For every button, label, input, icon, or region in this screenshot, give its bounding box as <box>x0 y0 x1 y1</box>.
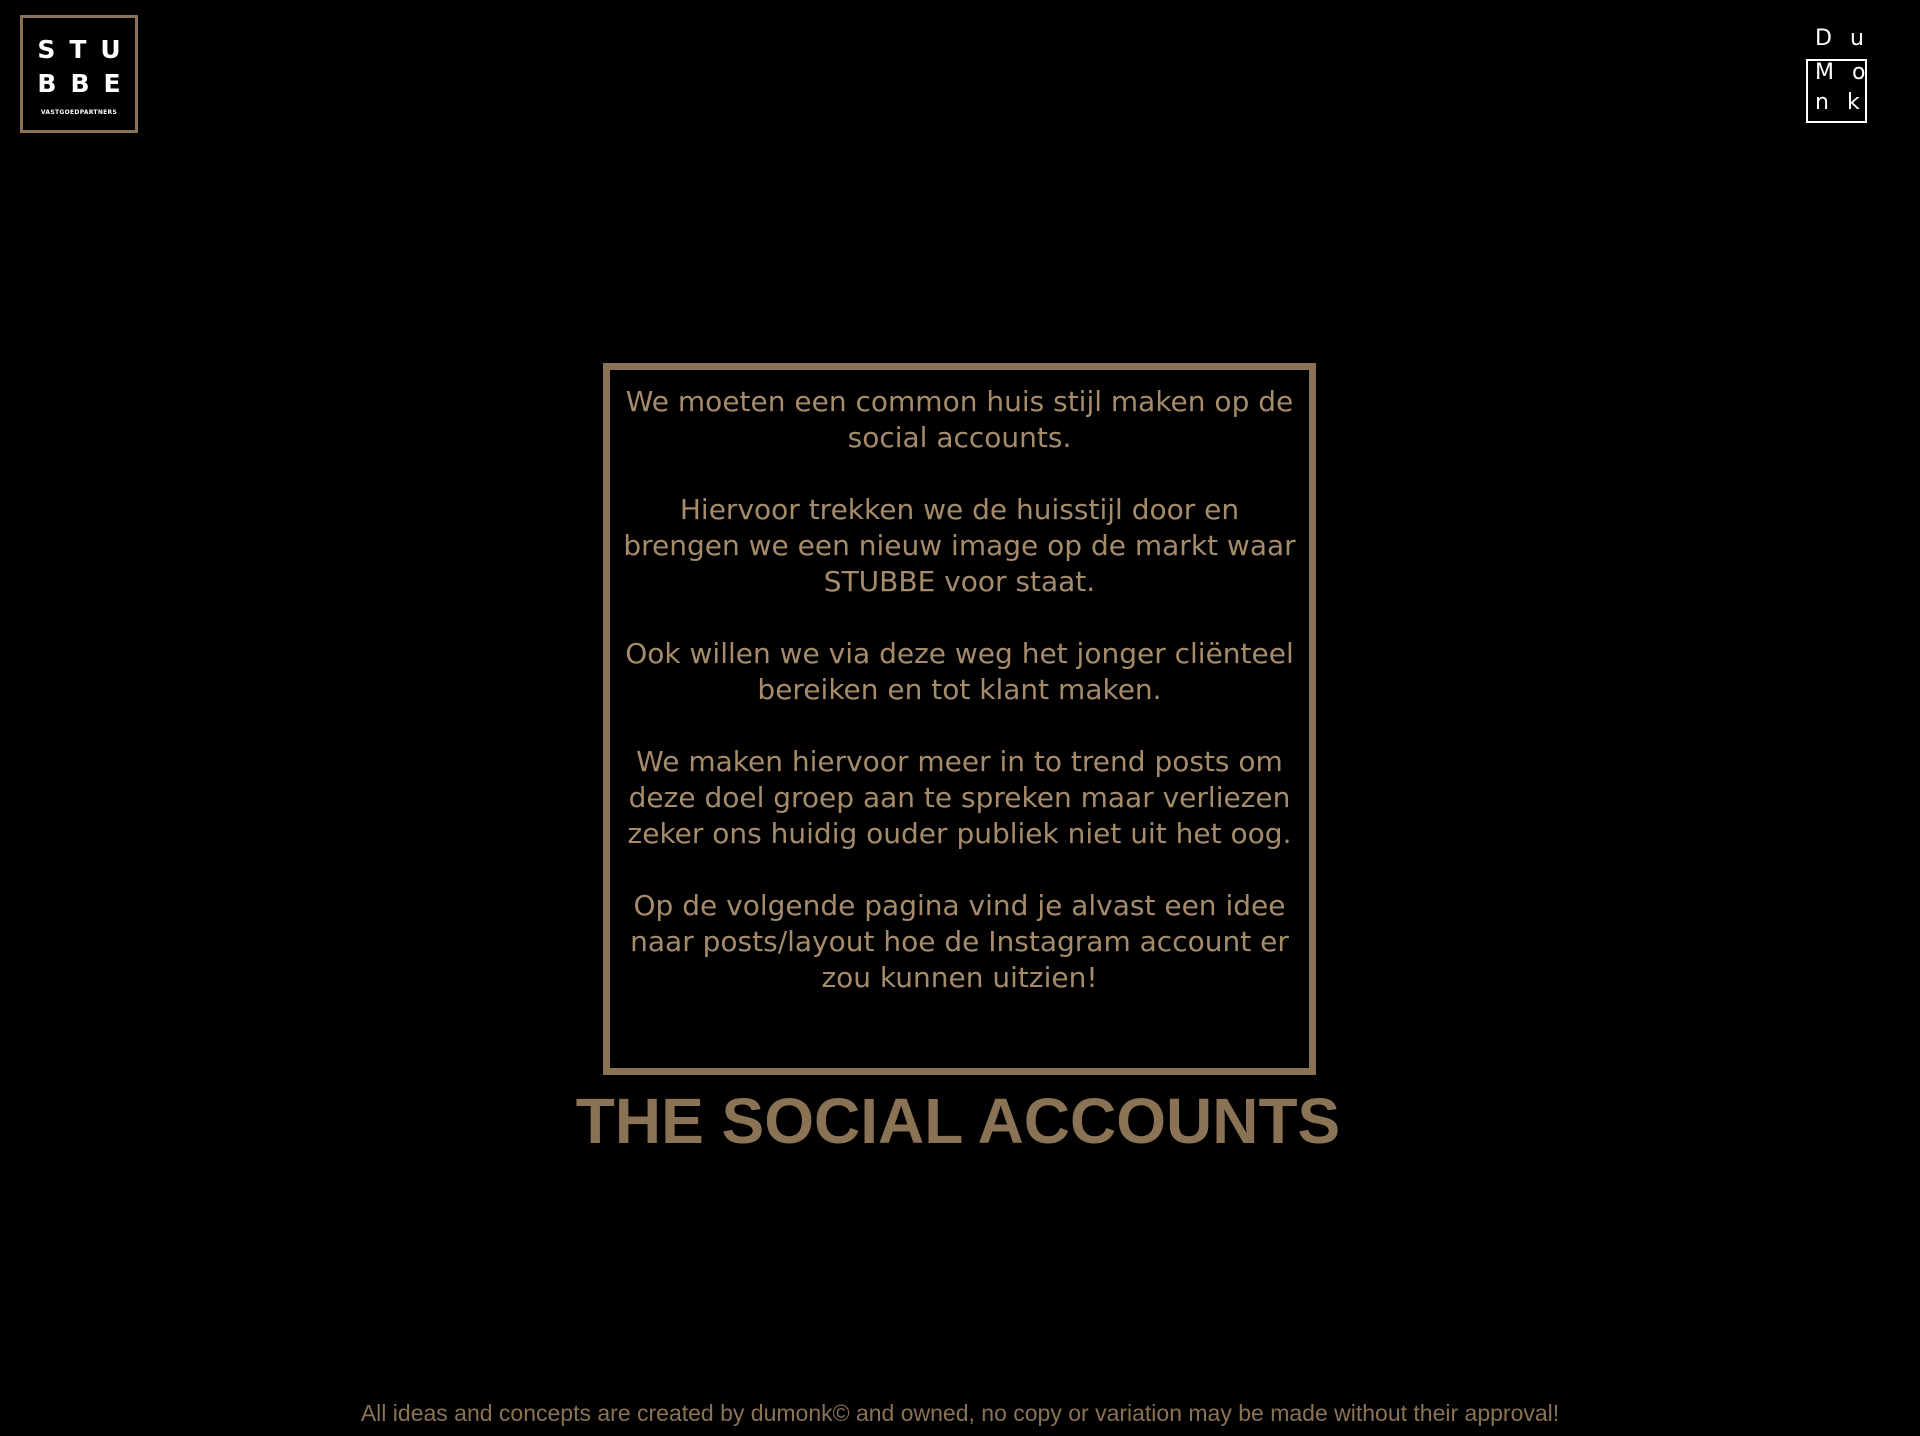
copyright-footer: All ideas and concepts are created by dumonk© and owned, no copy or variation may be made without their approval! <box>360 1400 1560 1426</box>
paragraph-4: We maken hiervoor meer in to trend posts om deze doel groep aan te spreken maar verliezen zeker ons huidig ouder publiek niet uit het oog. <box>627 745 1292 850</box>
content-text <box>610 384 1309 996</box>
dumonk-logo-line-1: Du <box>1815 26 1882 51</box>
dumonk-logo-line-3: nk <box>1815 90 1878 115</box>
dumonk-logo <box>1803 24 1884 126</box>
paragraph-2: Hiervoor trekken we de huisstijl door en brengen we een nieuw image op de markt waar STUBBE voor staat. <box>623 493 1296 598</box>
paragraph-1: We moeten een common huis stijl maken op de social accounts. <box>625 385 1294 454</box>
dumonk-logo-line-2: Mo <box>1815 60 1884 85</box>
stubbe-logo-row-2: BBE <box>37 68 135 98</box>
stubbe-logo <box>20 15 138 133</box>
stubbe-logo-row-1: STU <box>37 34 135 64</box>
page-title: THE SOCIAL ACCOUNTS <box>575 1085 1341 1157</box>
content-frame <box>603 363 1316 1075</box>
paragraph-3: Ook willen we via deze weg het jonger cliënteel bereiken en tot klant maken. <box>625 637 1294 706</box>
paragraph-5: Op de volgende pagina vind je alvast een idee naar posts/layout hoe de Instagram account er zou kunnen uitzien! <box>630 889 1289 994</box>
stubbe-logo-subtitle: VASTGOEDPARTNERS <box>40 108 118 116</box>
